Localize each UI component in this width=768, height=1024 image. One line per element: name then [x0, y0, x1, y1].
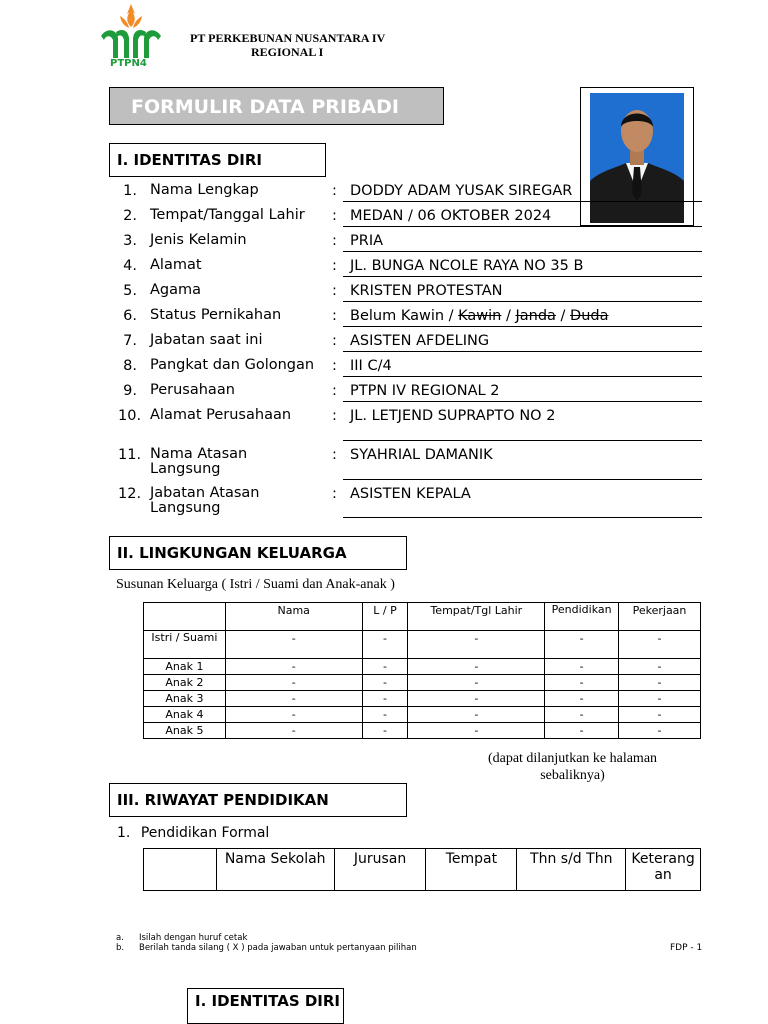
table-row — [144, 631, 701, 659]
value-agama: KRISTEN PROTESTAN — [350, 283, 503, 299]
family-col-nama: Nama — [225, 603, 362, 631]
edu-col-jurusan: Jurusan — [334, 849, 426, 891]
underline — [343, 326, 702, 327]
cell: - — [225, 691, 362, 707]
family-col-blank — [144, 603, 226, 631]
cell: - — [225, 707, 362, 723]
status-duda: Duda — [570, 308, 609, 324]
value-jabatan: ASISTEN AFDELING — [350, 333, 490, 349]
colon: : — [332, 258, 337, 274]
colon: : — [332, 208, 337, 224]
cell: - — [619, 691, 701, 707]
row-label: Tempat/Tanggal Lahir — [150, 207, 305, 223]
table-row — [144, 707, 701, 723]
portrait-image — [590, 93, 684, 223]
underline — [343, 479, 702, 480]
next-page-section-title — [187, 988, 344, 1024]
cell: - — [408, 659, 545, 675]
family-relation: Anak 4 — [144, 707, 226, 723]
row-label: Alamat Perusahaan — [150, 407, 292, 423]
colon: : — [332, 233, 337, 249]
status-kawin: Kawin — [458, 308, 502, 324]
status-janda: Janda — [515, 308, 556, 324]
row-label: Agama — [150, 282, 202, 298]
form-title: FORMULIR DATA PRIBADI — [109, 87, 444, 125]
row-number: 8. — [123, 358, 137, 374]
profile-photo — [580, 87, 694, 226]
value-ttl: MEDAN / 06 OKTOBER 2024 — [350, 208, 552, 224]
family-relation: Istri / Suami — [144, 631, 226, 659]
underline — [343, 517, 702, 518]
company-name — [190, 31, 385, 59]
note-text: Isilah dengan huruf cetak — [139, 933, 248, 943]
family-col-lp: L / P — [362, 603, 408, 631]
cell: - — [545, 707, 619, 723]
row-label: Perusahaan — [150, 382, 235, 398]
family-col-ttl: Tempat/Tgl Lahir — [408, 603, 545, 631]
edu-col-blank — [144, 849, 217, 891]
underline — [343, 276, 702, 277]
note-text: Berilah tanda silang ( X ) pada jawaban untuk pertanyaan pilihan — [139, 943, 417, 953]
value-nama-atasan: SYAHRIAL DAMANIK — [350, 447, 493, 463]
row-label: Nama Lengkap — [150, 182, 259, 198]
underline — [343, 226, 702, 227]
cell: - — [619, 631, 701, 659]
table-row — [144, 675, 701, 691]
next-page-title-text: I. IDENTITAS DIRI — [195, 992, 341, 1010]
cell: - — [225, 631, 362, 659]
colon: : — [332, 183, 337, 199]
row-number: 3. — [123, 233, 137, 249]
note-mark: a. — [116, 933, 124, 943]
section-identitas-title: I. IDENTITAS DIRI — [109, 143, 326, 177]
colon: : — [332, 447, 337, 463]
colon: : — [332, 383, 337, 399]
cell: - — [545, 691, 619, 707]
row-number: 12. — [118, 486, 142, 502]
row-label: Status Pernikahan — [150, 307, 282, 323]
family-header-row — [144, 603, 701, 631]
cell: - — [408, 707, 545, 723]
row-label: Pangkat dan Golongan — [150, 357, 315, 373]
note-mark: b. — [116, 943, 125, 953]
cell: - — [362, 631, 408, 659]
company-logo — [98, 2, 164, 72]
colon: : — [332, 283, 337, 299]
company-line-1: PT PERKEBUNAN NUSANTARA IV — [190, 31, 386, 45]
row-label: Nama Atasan Langsung — [150, 446, 248, 477]
cell: - — [408, 631, 545, 659]
cell: - — [408, 691, 545, 707]
cell: - — [408, 723, 545, 739]
cell: - — [362, 723, 408, 739]
table-row — [144, 723, 701, 739]
cell: - — [362, 659, 408, 675]
row-label: Jenis Kelamin — [150, 232, 247, 248]
cell: - — [362, 675, 408, 691]
logo-text: PTPN4 — [110, 58, 147, 69]
page-code: FDP - 1 — [670, 943, 703, 953]
underline — [343, 201, 702, 202]
table-row — [144, 691, 701, 707]
family-col-pekerjaan: Pekerjaan — [619, 603, 701, 631]
row-number: 11. — [118, 447, 142, 463]
value-pangkat: III C/4 — [350, 358, 392, 374]
colon: : — [332, 358, 337, 374]
footer-notes — [116, 933, 417, 953]
cell: - — [225, 675, 362, 691]
family-relation: Anak 2 — [144, 675, 226, 691]
row-number: 7. — [123, 333, 137, 349]
sub-number: 1. — [117, 825, 131, 841]
continuation-note: (dapat dilanjutkan ke halaman sebaliknya) — [487, 751, 658, 783]
cell: - — [545, 659, 619, 675]
cell: - — [545, 723, 619, 739]
underline — [343, 251, 702, 252]
formal-education-heading — [117, 825, 269, 841]
footer-note-a — [116, 933, 417, 943]
row-number: 6. — [123, 308, 137, 324]
underline — [343, 376, 702, 377]
value-alamat: JL. BUNGA NCOLE RAYA NO 35 B — [350, 258, 584, 274]
cell: - — [545, 675, 619, 691]
cell: - — [225, 723, 362, 739]
value-jenis-kelamin: PRIA — [350, 233, 384, 249]
education-table — [143, 848, 701, 891]
family-relation: Anak 3 — [144, 691, 226, 707]
cell: - — [619, 659, 701, 675]
cell: - — [408, 675, 545, 691]
value-jabatan-atasan: ASISTEN KEPALA — [350, 486, 471, 502]
cell: - — [545, 631, 619, 659]
status-separator: / — [501, 308, 516, 324]
value-alamat-perusahaan: JL. LETJEND SUPRAPTO NO 2 — [350, 408, 556, 424]
table-row — [144, 659, 701, 675]
company-line-2: REGIONAL I — [251, 45, 324, 59]
row-number: 5. — [123, 283, 137, 299]
underline — [343, 440, 702, 441]
family-col-pendidikan: Pendidikan — [545, 603, 619, 631]
footer-note-b — [116, 943, 417, 953]
family-table — [143, 602, 701, 739]
edu-col-nama-sekolah: Nama Sekolah — [216, 849, 334, 891]
section-keluarga-title: II. LINGKUNGAN KELUARGA — [109, 536, 407, 570]
value-status — [350, 308, 609, 324]
sub-title: Pendidikan Formal — [140, 825, 270, 841]
row-label: Jabatan saat ini — [150, 332, 263, 348]
cell: - — [362, 691, 408, 707]
status-separator: / — [555, 308, 571, 324]
row-number: 1. — [123, 183, 137, 199]
value-nama: DODDY ADAM YUSAK SIREGAR — [350, 183, 573, 199]
row-label: Jabatan Atasan Langsung — [150, 485, 260, 516]
colon: : — [332, 486, 337, 502]
underline — [343, 301, 702, 302]
cell: - — [619, 723, 701, 739]
cell: - — [619, 707, 701, 723]
row-number: 9. — [123, 383, 137, 399]
family-relation: Anak 1 — [144, 659, 226, 675]
cell: - — [362, 707, 408, 723]
colon: : — [332, 308, 337, 324]
cell: - — [619, 675, 701, 691]
underline — [343, 401, 702, 402]
colon: : — [332, 408, 337, 424]
section-pendidikan-title: III. RIWAYAT PENDIDIKAN — [109, 783, 407, 817]
value-perusahaan: PTPN IV REGIONAL 2 — [350, 383, 500, 399]
row-number: 4. — [123, 258, 137, 274]
family-subtitle: Susunan Keluarga ( Istri / Suami dan Anak-anak ) — [116, 577, 395, 592]
row-label: Alamat — [150, 257, 202, 273]
edu-col-keterangan: Keterangan — [626, 849, 701, 891]
status-selected: Belum Kawin — [350, 308, 445, 324]
education-header-row — [144, 849, 701, 891]
underline — [343, 351, 702, 352]
row-number: 2. — [123, 208, 137, 224]
cell: - — [225, 659, 362, 675]
status-separator: / — [444, 308, 459, 324]
family-relation: Anak 5 — [144, 723, 226, 739]
row-number: 10. — [118, 408, 142, 424]
colon: : — [332, 333, 337, 349]
edu-col-tempat: Tempat — [426, 849, 517, 891]
edu-col-tahun: Thn s/d Thn — [517, 849, 626, 891]
